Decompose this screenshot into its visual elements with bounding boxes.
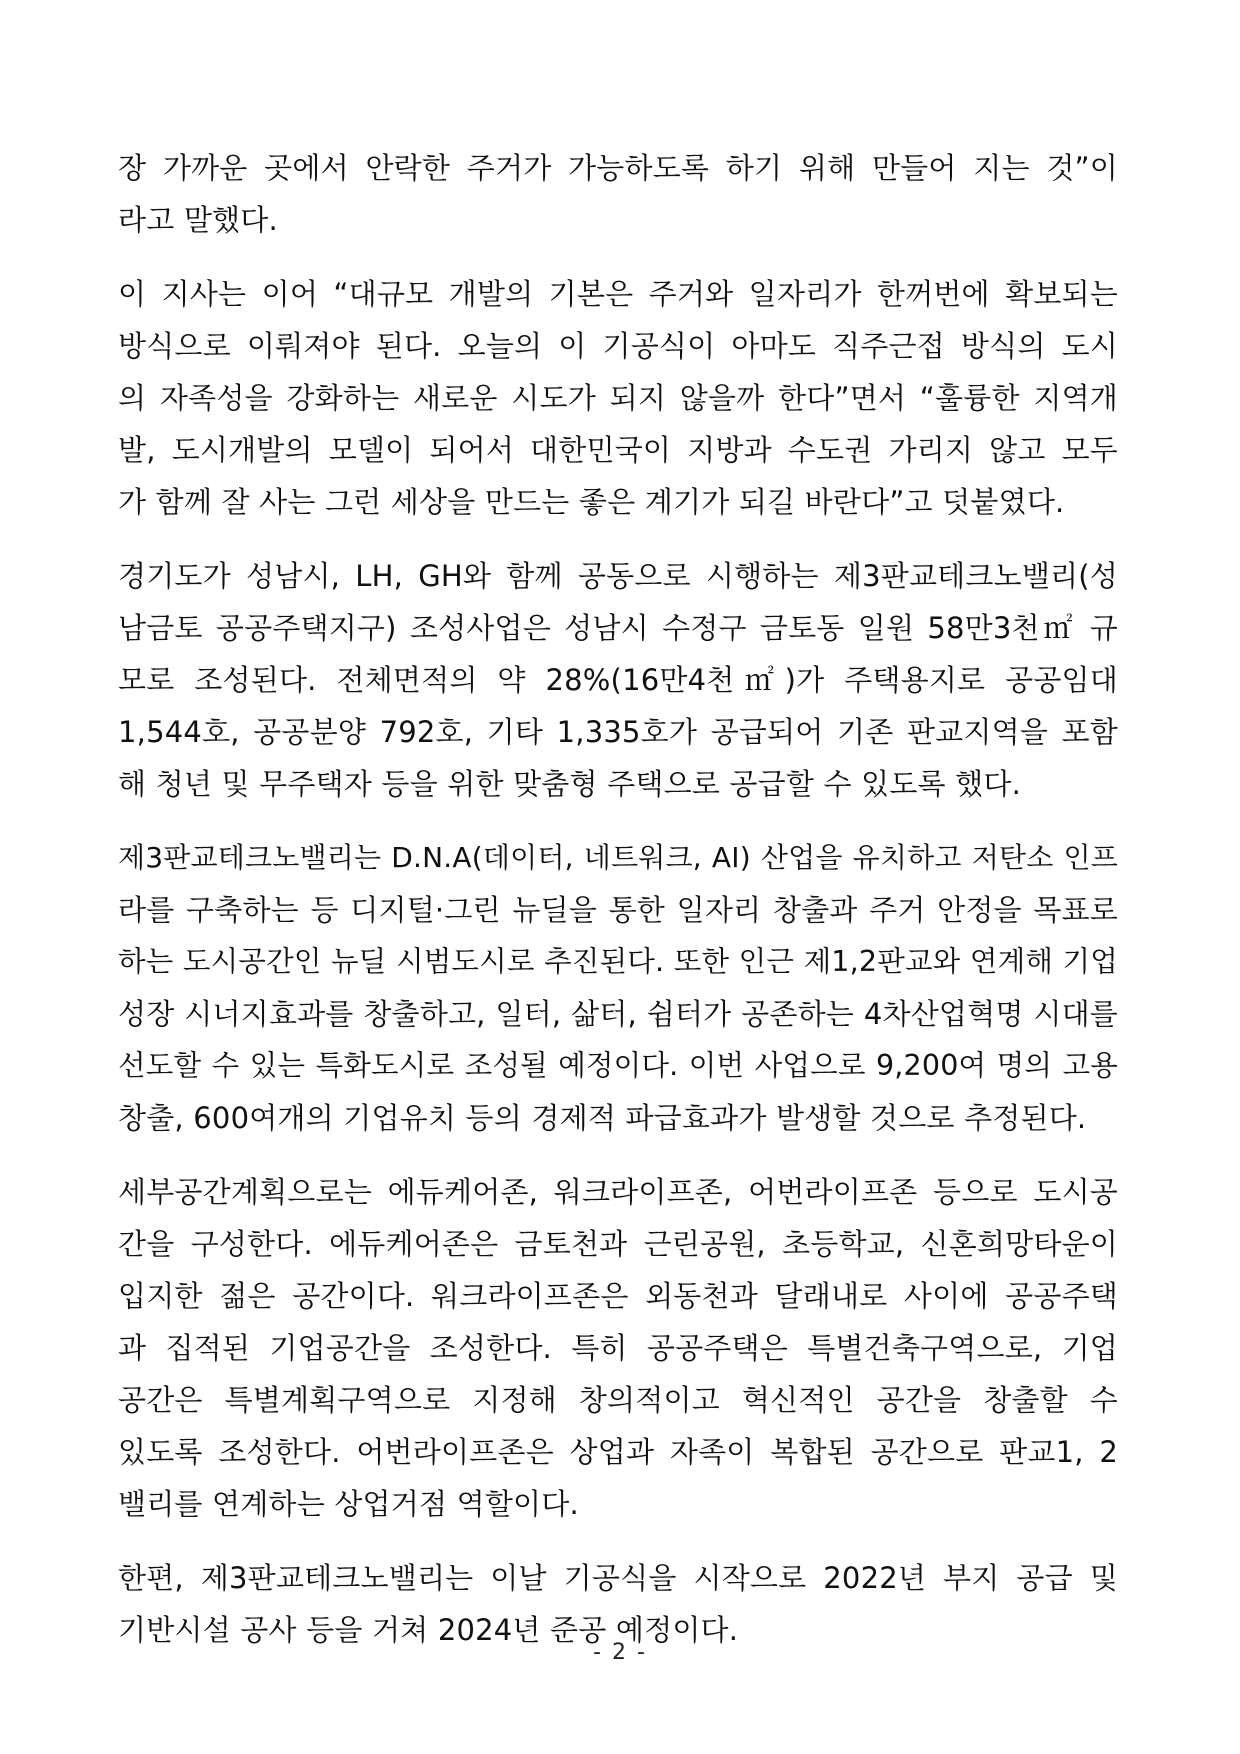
text-line: 남금토 공공주택지구) 조성사업은 성남시 수정구 금토동 일원 58만3천㎡ 규 (118, 611, 1118, 645)
text-line: 1,544호, 공공분양 792호, 기타 1,335호가 공급되어 기존 판교지역을 포함 (118, 715, 1118, 749)
text-line: 있도록 조성한다. 어번라이프존은 상업과 자족이 복합된 공간으로 판교1, 2 (118, 1435, 1118, 1469)
text-line: 세부공간계획으로는 에듀케어존, 워크라이프존, 어번라이프존 등으로 도시공 (118, 1175, 1118, 1209)
paragraph-governor-remarks (118, 268, 1118, 528)
text-line: 방식으로 이뤄져야 된다. 오늘의 이 기공식이 아마도 직주근접 방식의 도시 (118, 329, 1118, 363)
page-number: - 2 - (593, 1640, 647, 1665)
paragraph-quote-ending (118, 142, 1118, 246)
text-line: 라고 말했다. (118, 203, 278, 237)
text-line: 제3판교테크노밸리는 D.N.A(데이터, 네트워크, AI) 산업을 유치하고 저탄소 인프 (118, 841, 1118, 874)
paragraph-project-overview (118, 550, 1118, 810)
text-line: 이 지사는 이어 “대규모 개발의 기본은 주거와 일자리가 한꺼번에 확보되는 (118, 277, 1118, 311)
text-line: 한편, 제3판교테크노밸리는 이날 기공식을 시작으로 2022년 부지 공급 및 (118, 1561, 1118, 1595)
text-line: 간을 구성한다. 에듀케어존은 금토천과 근린공원, 초등학교, 신혼희망타운이 (118, 1227, 1118, 1261)
text-line: 의 자족성을 강화하는 새로운 시도가 되지 않을까 한다”면서 “훌륭한 지역개 (118, 381, 1118, 415)
paragraph-space-plan (118, 1166, 1118, 1530)
text-line: 해 청년 및 무주택자 등을 위한 맞춤형 주택으로 공급할 수 있도록 했다. (118, 767, 1022, 801)
text-line: 성장 시너지효과를 창출하고, 일터, 삶터, 쉼터가 공존하는 4차산업혁명 시대를 (118, 997, 1118, 1031)
text-line: 라를 구축하는 등 디지털·그린 뉴딜을 통한 일자리 창출과 주거 안정을 목표로 (118, 893, 1118, 927)
text-line: 경기도가 성남시, LH, GH와 함께 공동으로 시행하는 제3판교테크노밸리(성 (118, 559, 1118, 593)
text-line: 모로 조성된다. 전체면적의 약 28%(16만4천㎡)가 주택용지로 공공임대 (118, 663, 1118, 697)
text-line: 가 함께 잘 사는 그런 세상을 만드는 좋은 계기가 되길 바란다”고 덧붙였다. (118, 485, 1065, 519)
text-line: 장 가까운 곳에서 안락한 주거가 가능하도록 하기 위해 만들어 지는 것”이 (118, 151, 1118, 185)
document-body (118, 142, 1118, 1678)
text-line: 밸리를 연계하는 상업거점 역할이다. (118, 1487, 579, 1521)
paragraph-dna-industry (118, 832, 1118, 1144)
text-line: 창출, 600여개의 기업유치 등의 경제적 파급효과가 발생할 것으로 추정된다. (118, 1101, 1087, 1135)
text-line: 공간은 특별계획구역으로 지정해 창의적이고 혁신적인 공간을 창출할 수 (118, 1383, 1118, 1417)
text-line: 입지한 젊은 공간이다. 워크라이프존은 외동천과 달래내로 사이에 공공주택 (118, 1279, 1118, 1313)
text-line: 발, 도시개발의 모델이 되어서 대한민국이 지방과 수도권 가리지 않고 모두 (118, 433, 1118, 467)
text-line: 과 집적된 기업공간을 조성한다. 특히 공공주택은 특별건축구역으로, 기업 (118, 1331, 1118, 1365)
text-line: 기반시설 공사 등을 거쳐 2024년 준공 예정이다. (118, 1613, 739, 1647)
text-line: 선도할 수 있는 특화도시로 조성될 예정이다. 이번 사업으로 9,200여 명의 고용 (118, 1049, 1118, 1082)
text-line: 하는 도시공간인 뉴딜 시범도시로 추진된다. 또한 인근 제1,2판교와 연계해 기업 (118, 945, 1118, 978)
